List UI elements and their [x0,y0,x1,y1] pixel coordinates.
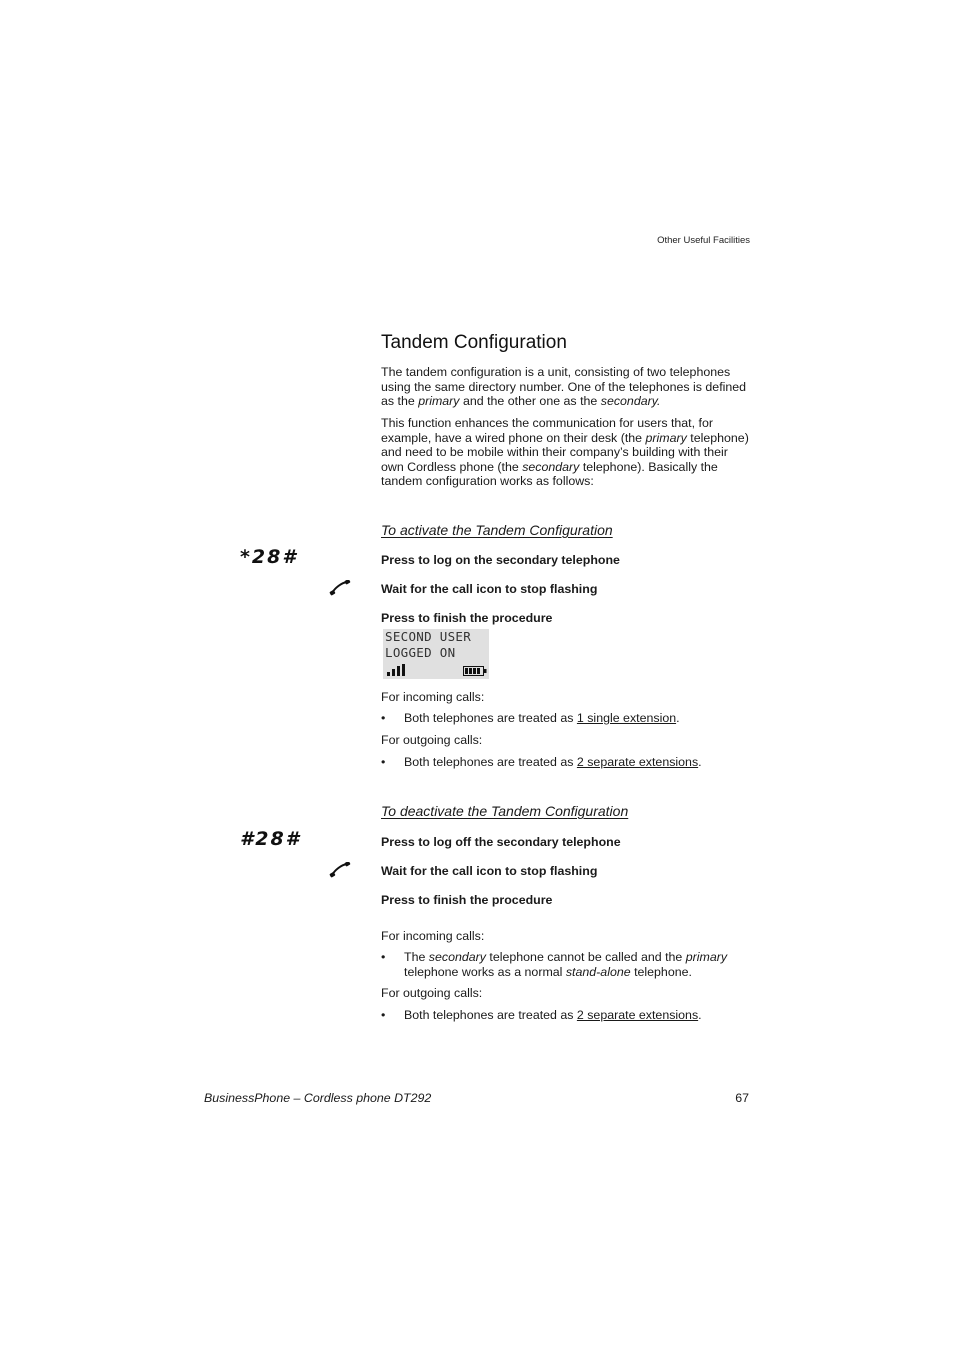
phone-display [383,629,489,679]
handset-icon [329,580,351,596]
footer-document-title: BusinessPhone – Cordless phone DT292 [204,1091,432,1105]
activate-step-1: Press to log on the secondary telephone [381,553,620,567]
display-line-2: LOGGED ON [385,645,456,660]
display-line-1: SECOND USER [385,629,472,644]
deactivate-section-title: To deactivate the Tandem Configuration [381,803,629,819]
signal-strength-icon [387,664,405,676]
footer-page-number: 67 [735,1091,749,1105]
activate-key-code: *28# [240,546,298,568]
intro-paragraph-2: This function enhances the communication for users that, for example, have a wired phone on their desk (the primary telephone) and need to be mobile within their company’s building with their own Cordless phone (the secondary telephone). Basically the tandem configuration works as follows: [381,416,749,488]
deactivate-key-code: #28# [240,828,301,850]
header-section-label: Other Useful Facilities [657,235,750,246]
deactivate-step-1: Press to log off the secondary telephone [381,835,621,849]
activate-outgoing-label: For outgoing calls: [381,733,483,747]
intro-paragraph-1: The tandem configuration is a unit, consisting of two telephones using the same directory number. One of the telephones is defined as the primary and the other one as the secondary. [381,365,747,408]
battery-icon [463,666,487,676]
activate-step-2: Wait for the call icon to stop flashing [381,582,598,596]
activate-incoming-label: For incoming calls: [381,690,485,704]
activate-step-3: Press to finish the procedure [381,611,553,625]
deactivate-outgoing-label: For outgoing calls: [381,986,483,1000]
deactivate-incoming-label: For incoming calls: [381,929,485,943]
deactivate-step-3: Press to finish the procedure [381,893,553,907]
page-title: Tandem Configuration [381,332,567,353]
handset-icon [329,862,351,878]
deactivate-step-2: Wait for the call icon to stop flashing [381,864,598,878]
activate-section-title: To activate the Tandem Configuration [381,522,613,538]
